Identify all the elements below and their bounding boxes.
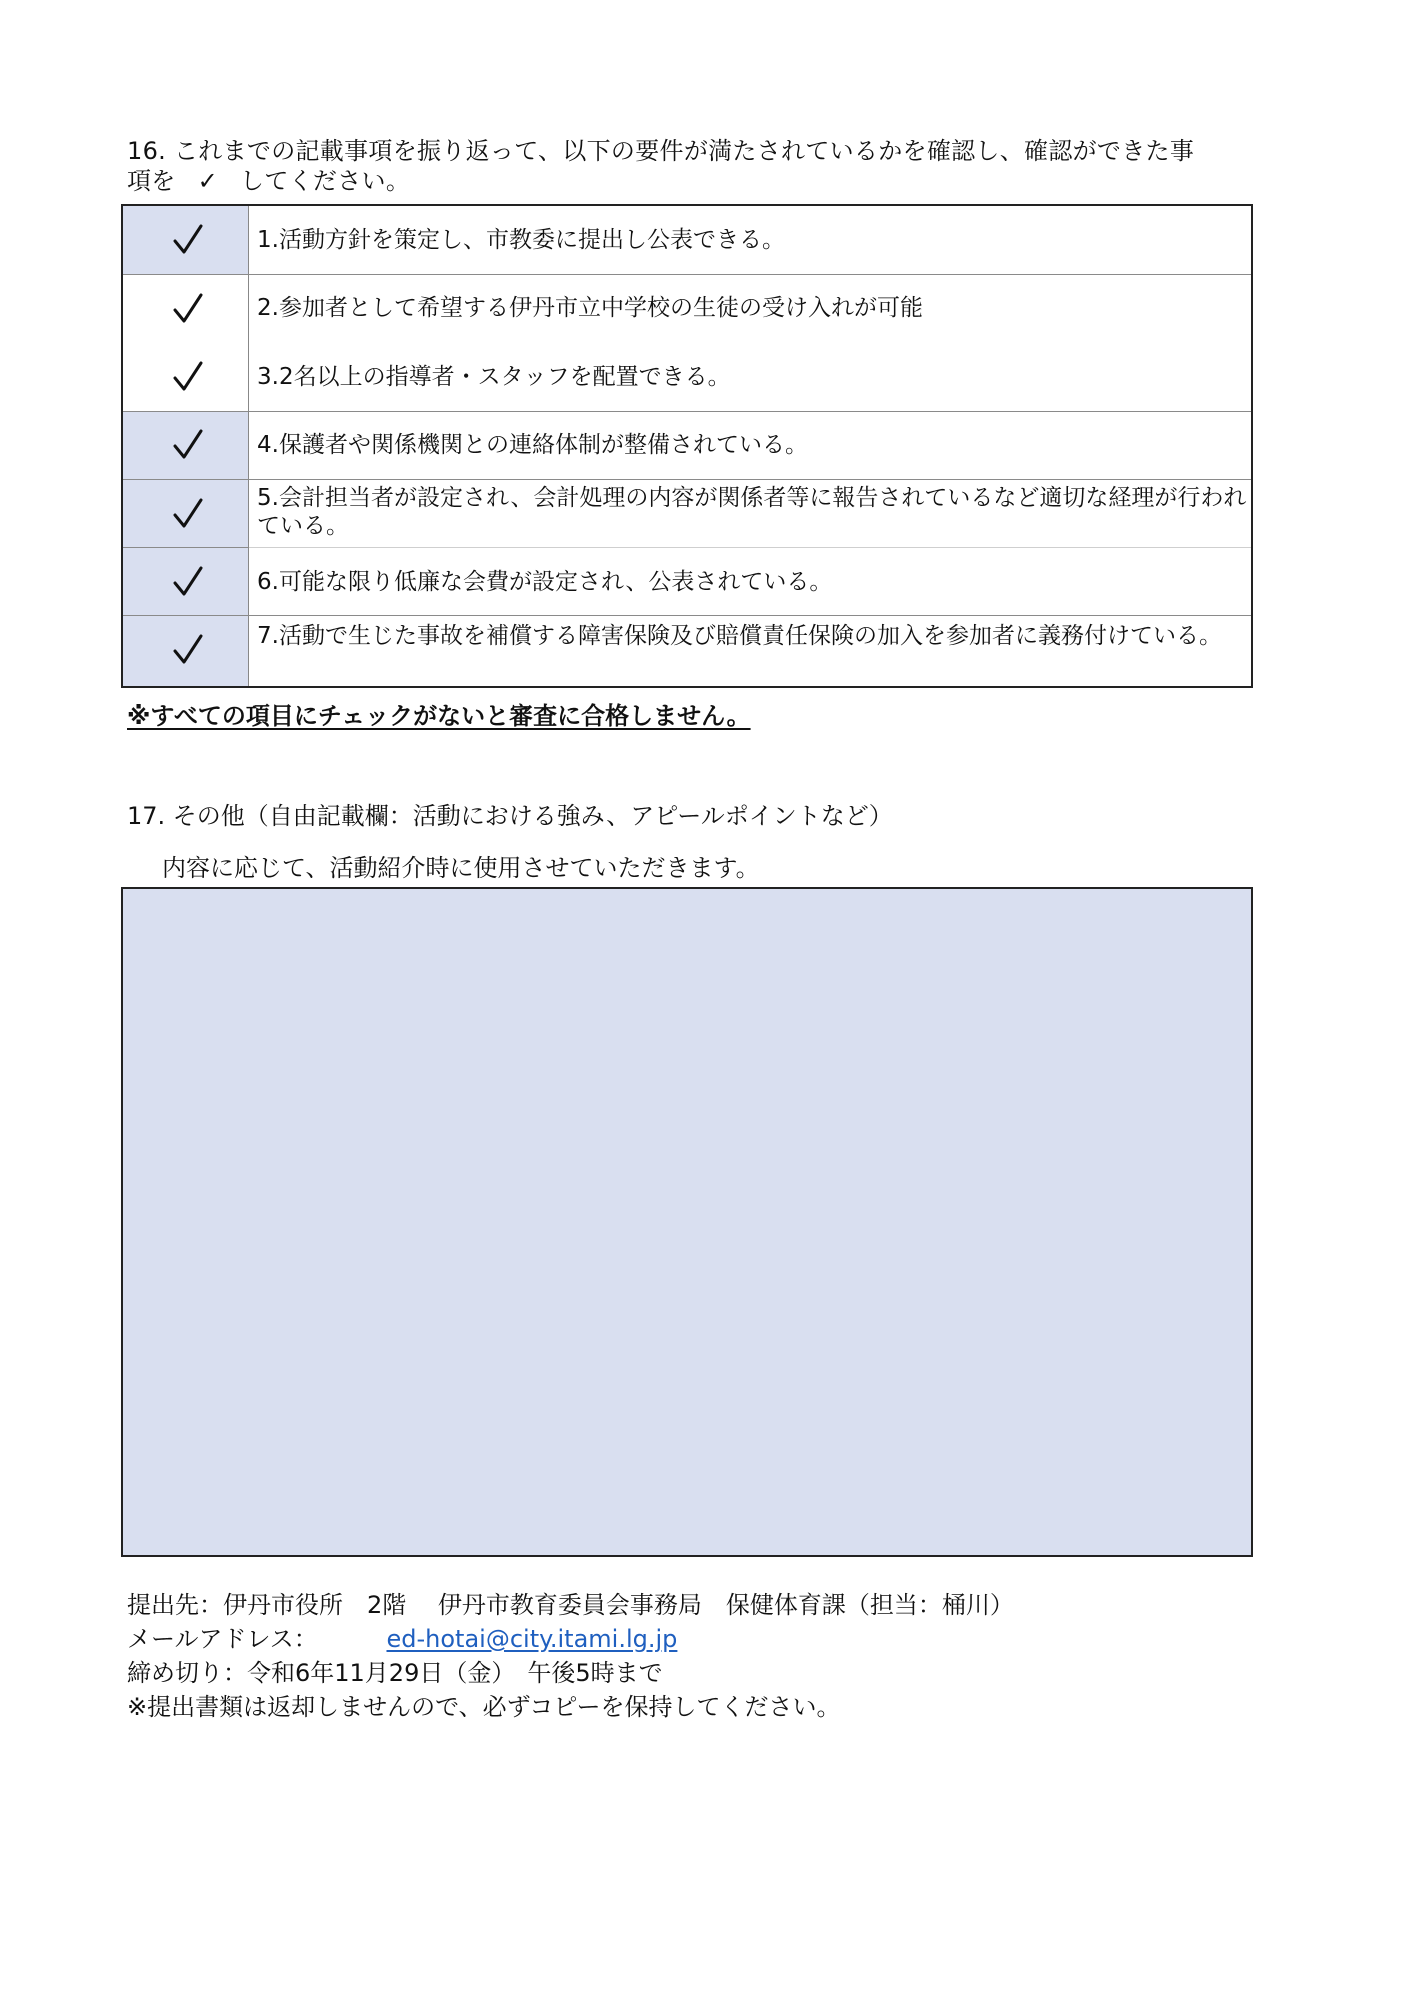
inline-check-icon: ✓ — [197, 167, 219, 195]
row-divider — [123, 615, 1251, 616]
checkmark-icon — [167, 289, 207, 329]
question-17-subtitle: 内容に応じて、活動紹介時に使用させていただきます。 — [162, 854, 760, 882]
requirement-7: 7.活動で生じた事故を補償する障害保険及び賠償責任保険の加入を参加者に義務付けている。 — [257, 623, 1222, 649]
row-divider-light — [249, 547, 1251, 548]
q16-title-part-a: 項を — [127, 167, 176, 195]
checklist-note: ※すべての項目にチェックがないと審査に合格しません。 — [127, 702, 751, 730]
email-row — [127, 1622, 1014, 1656]
email-link[interactable]: ed-hotai@city.itami.lg.jp — [386, 1625, 678, 1653]
submission-info — [127, 1588, 1014, 1724]
q16-title-part-b: してください。 — [240, 167, 411, 195]
submit-to: 提出先：伊丹市役所 2階 伊丹市教育委員会事務局 保健体育課（担当：桶川） — [127, 1591, 1014, 1619]
checkmark-icon — [167, 425, 207, 465]
row-divider — [123, 274, 1251, 275]
requirement-6: 6.可能な限り低廉な会費が設定され、公表されている。 — [257, 569, 833, 595]
q16-title-line2 — [127, 166, 1257, 196]
checkmark-icon — [167, 357, 207, 397]
requirement-3: 3.2名以上の指導者・スタッフを配置できる。 — [257, 364, 731, 390]
q16-title-line1: 16. これまでの記載事項を振り返って、以下の要件が満たされているかを確認し、確認ができた事 — [127, 137, 1195, 165]
row-divider — [123, 411, 1251, 412]
email-label: メールアドレス： — [127, 1625, 318, 1653]
checkmark-icon — [167, 220, 207, 260]
requirement-4: 4.保護者や関係機関との連絡体制が整備されている。 — [257, 432, 808, 458]
checkmark-icon — [167, 494, 207, 534]
checkmark-icon — [167, 630, 207, 670]
requirements-checklist — [121, 204, 1253, 688]
question-16-title — [127, 136, 1257, 196]
requirement-5: 5.会計担当者が設定され、会計処理の内容が関係者等に報告されているなど適切な経理が行われている。 — [257, 485, 1247, 539]
requirement-2: 2.参加者として希望する伊丹市立中学校の生徒の受け入れが可能 — [257, 295, 923, 321]
deadline: 締め切り：令和6年11月29日（金） 午後5時まで — [127, 1659, 663, 1687]
question-17-title: 17. その他（自由記載欄：活動における強み、アピールポイントなど） — [127, 802, 893, 830]
row-divider — [123, 479, 1251, 480]
free-text-field[interactable] — [121, 887, 1253, 1557]
checkmark-icon — [167, 562, 207, 602]
requirement-1: 1.活動方針を策定し、市教委に提出し公表できる。 — [257, 227, 785, 253]
return-notice: ※提出書類は返却しませんので、必ずコピーを保持してください。 — [127, 1693, 841, 1721]
